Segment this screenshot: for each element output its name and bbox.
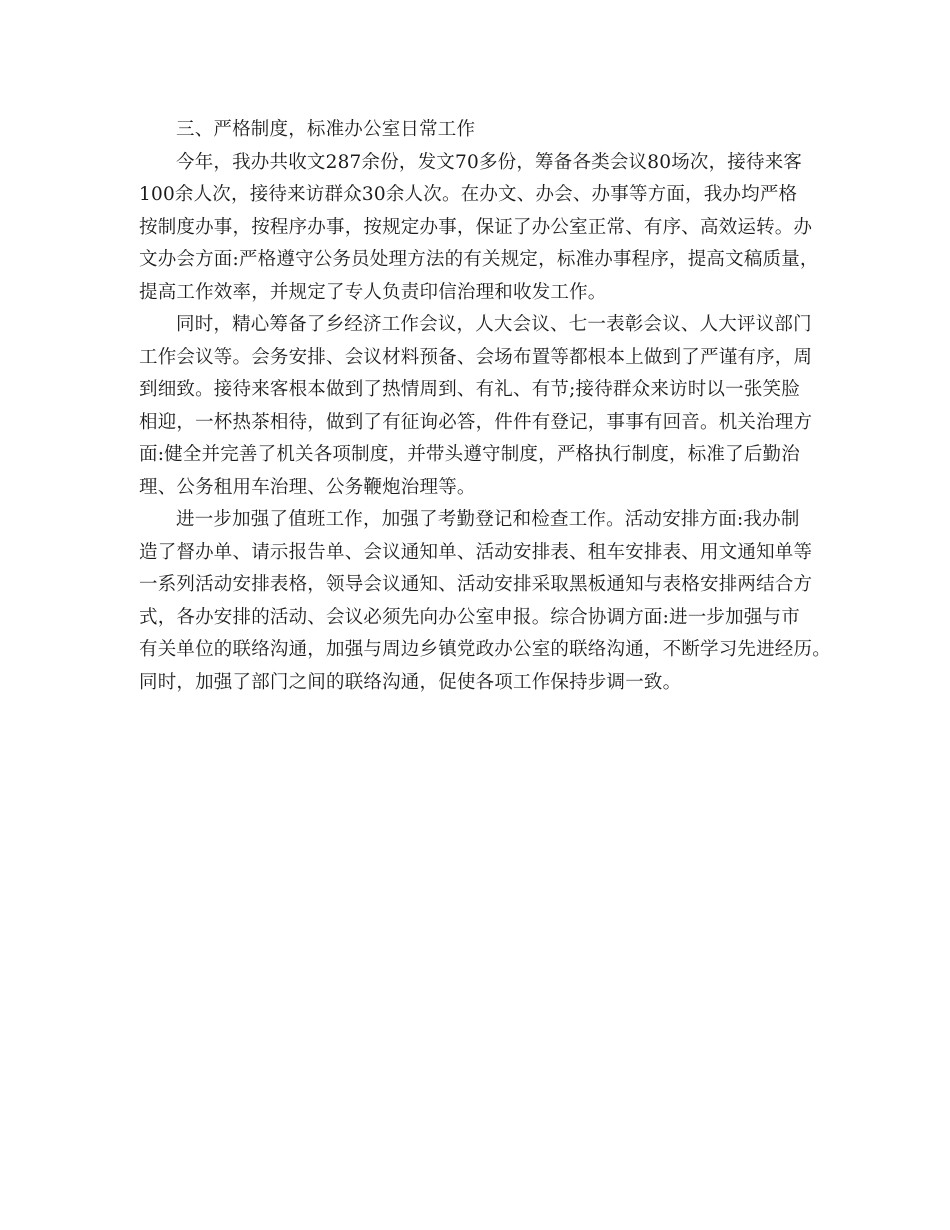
paragraph-line: 工作会议等。会务安排、会议材料预备、会场布置等都根本上做到了严谨有序，周 — [139, 346, 813, 368]
paragraph-2 — [139, 309, 824, 504]
paragraph-line: 进一步加强了值班工作，加强了考勤登记和检查工作。活动安排方面:我办制 — [176, 509, 800, 530]
document-body — [139, 114, 831, 699]
paragraph-line: 式，各办安排的活动、会议必须先向办公室申报。综合协调方面:进一步加强与市 — [139, 606, 800, 628]
paragraph-line: 面:健全并完善了机关各项制度，并带头遵守制度，严格执行制度，标准了后勤治 — [139, 444, 800, 465]
paragraph-line: 文办会方面:严格遵守公务员处理方法的有关规定，标准办事程序，提高文稿质量， — [139, 249, 819, 270]
section-heading: 三、严格制度，标准办公室日常工作 — [176, 119, 476, 140]
paragraph-line: 一系列活动安排表格，领导会议通知、活动安排采取黑板通知与表格安排两结合方 — [139, 574, 813, 595]
paragraph-line: 今年，我办共收文287余份，发文70多份，筹备各类会议80场次，接待来客 — [176, 151, 803, 173]
paragraph-line: 造了督办单、请示报告单、会议通知单、活动安排表、租车安排表、用文通知单等 — [139, 541, 813, 563]
paragraph-line: 到细致。接待来客根本做到了热情周到、有礼、有节;接待群众来访时以一张笑脸 — [139, 379, 800, 400]
paragraph-1 — [139, 147, 824, 310]
paragraph-line: 按制度办事，按程序办事，按规定办事，保证了办公室正常、有序、高效运转。办 — [139, 216, 813, 238]
paragraph-line: 同时，加强了部门之间的联络沟通，促使各项工作保持步调一致。 — [139, 671, 682, 693]
paragraph-line: 提高工作效率，并规定了专人负责印信治理和收发工作。 — [139, 281, 607, 303]
paragraph-line: 理、公务租用车治理、公务鞭炮治理等。 — [139, 476, 476, 498]
paragraph-line: 100余人次，接待来访群众30余人次。在办文、办会、办事等方面，我办均严格 — [139, 184, 798, 205]
paragraph-line: 同时，精心筹备了乡经济工作会议，人大会议、七一表彰会议、人大评议部门 — [176, 314, 812, 335]
paragraph-line: 相迎，一杯热茶相待，做到了有征询必答，件件有登记，事事有回音。机关治理方 — [139, 411, 813, 433]
paragraph-3 — [139, 504, 831, 699]
paragraph-line: 有关单位的联络沟通，加强与周边乡镇党政办公室的联络沟通，不断学习先进经历。 — [139, 639, 831, 660]
